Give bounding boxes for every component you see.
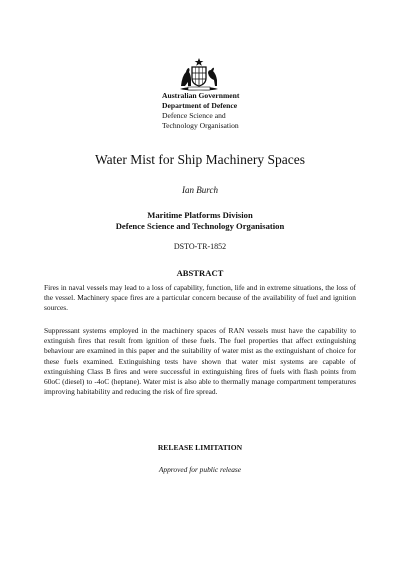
report-title: Water Mist for Ship Machinery Spaces <box>95 152 305 167</box>
abstract-paragraph-1: Fires in naval vessels may lead to a loss of capability, function, life and in extreme situations, the loss of the vessel. Machinery space fires are a particular concern because of the availability of fuel and ignition sources. <box>44 283 356 313</box>
agency-block <box>162 91 239 131</box>
coat-of-arms-icon <box>178 58 220 92</box>
organisation-line-2: Technology Organisation <box>162 121 239 130</box>
organisation-name: Defence Science and Technology Organisation <box>115 221 285 231</box>
release-limitation-heading: RELEASE LIMITATION <box>157 443 243 452</box>
organisation-line-1: Defence Science and <box>162 111 226 120</box>
author-name: Ian Burch <box>182 185 218 195</box>
government-name: Australian Government <box>162 91 240 100</box>
report-number: DSTO-TR-1852 <box>173 242 227 251</box>
department-name: Department of Defence <box>162 101 238 110</box>
division-block <box>0 210 400 232</box>
release-limitation-text: Approved for public release <box>158 465 242 474</box>
division-name: Maritime Platforms Division <box>147 210 253 220</box>
abstract-paragraph-2: Suppressant systems employed in the machinery spaces of RAN vessels must have the capability to extinguish fires that result from ignition of these fuels. The fuel properties that affect extinguishing behaviour are examined in this paper and the suitability of water mist as the extinguishant of choice for these fuels examined. Extinguishing tests have shown that water mist systems are capable of extinguishing Class B fires and were successful in extinguishing fires of fuels with flash points from 60oC (diesel) to -4oC (heptane). Water mist is also able to thermally manage compartment temperatures improving habitability and reducing the risk of fire spread. <box>44 326 356 397</box>
abstract-heading: ABSTRACT <box>176 268 224 278</box>
